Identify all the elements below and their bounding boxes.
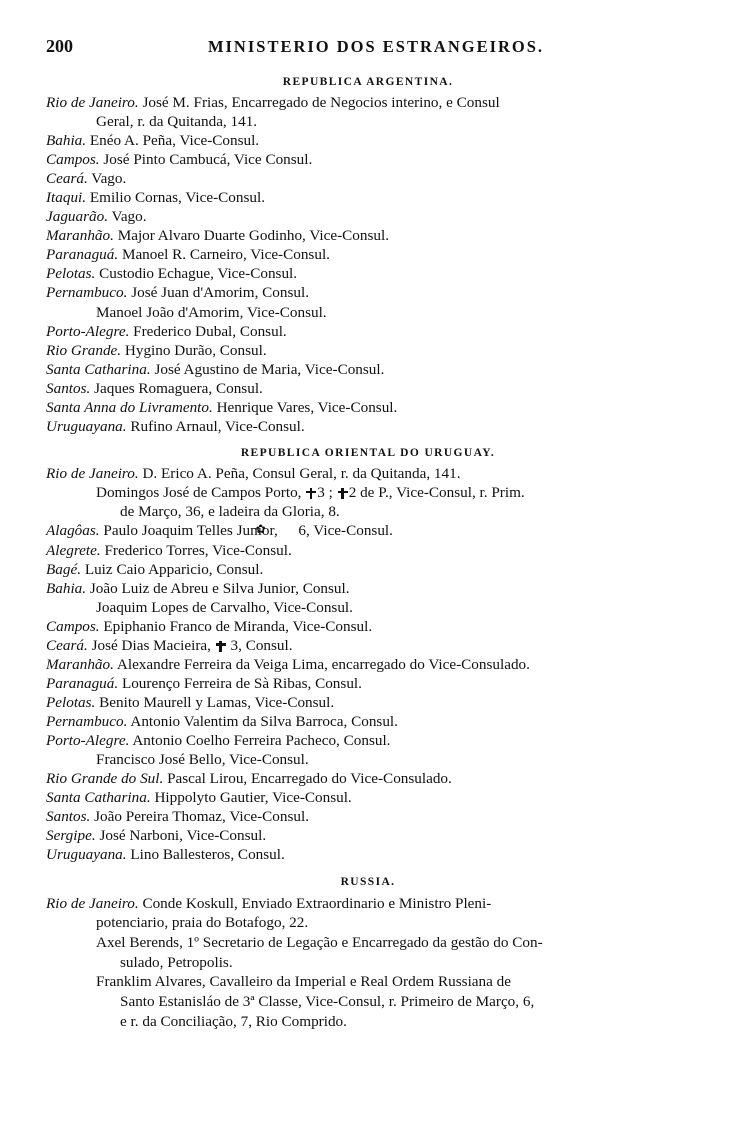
- directory-entry: Santos. Jaques Romaguera, Consul.: [46, 379, 263, 397]
- entry-place: Pelotas.: [46, 693, 96, 711]
- entry-place: Itaqui.: [46, 189, 87, 207]
- directory-entry: Rio de Janeiro. Conde Koskull, Enviado Extraordinario e Ministro Pleni-: [46, 894, 492, 912]
- entry-continuation-line: Franklim Alvares, Cavalleiro da Imperial e Real Ordem Russiana de: [96, 973, 512, 991]
- directory-entry: Itaqui. Emilio Cornas, Vice-Consul.: [46, 189, 266, 207]
- directory-entry: Santa Catharina. José Agustino de Maria, Vice-Consul.: [46, 360, 385, 378]
- entry-place: Rio Grande.: [46, 341, 122, 359]
- entry-continuation-line: potenciario, praia do Botafogo, 22.: [96, 914, 309, 932]
- entry-place: Uruguayana.: [46, 417, 127, 435]
- directory-entry: Bagé. Luiz Caio Apparicio, Consul.: [46, 560, 264, 578]
- entry-place: Rio de Janeiro.: [46, 94, 139, 111]
- entry-place: Santa Catharina.: [46, 789, 151, 807]
- entry-place: Santos.: [46, 808, 91, 826]
- entry-place: Paranaguá.: [46, 246, 119, 264]
- entry-place: Alagôas.: [46, 522, 100, 540]
- directory-entry: Pelotas. Benito Maurell y Lamas, Vice-Consul.: [46, 693, 335, 711]
- entry-continuation-line: Axel Berends, 1º Secretario de Legação e Encarregado da gestão do Con-: [96, 934, 543, 952]
- section-argentina: [46, 76, 690, 436]
- entry-place: Santos.: [46, 379, 91, 397]
- running-title: MINISTERIO DOS ESTRANGEIROS.: [207, 37, 545, 56]
- directory-entry: Maranhão. Major Alvaro Duarte Godinho, Vice-Consul.: [46, 227, 390, 245]
- directory-entry: Sergipe. José Narboni, Vice-Consul.: [46, 827, 267, 845]
- directory-entry: Porto-Alegre. Frederico Dubal, Consul.: [46, 322, 287, 340]
- entry-list-uruguay: [46, 465, 690, 864]
- directory-entry: Pernambuco. José Juan d'Amorim, Consul.: [46, 284, 310, 302]
- entry-place: Bagé.: [46, 560, 82, 578]
- directory-entry: Ceará. José Dias Macieira, 3, Consul.: [46, 636, 293, 654]
- directory-entry: Rio Grande. Hygino Durão, Consul.: [46, 341, 267, 359]
- directory-entry: Santa Anna do Livramento. Henrique Vares, Vice-Consul.: [46, 398, 398, 416]
- entry-place: Campos.: [46, 617, 100, 635]
- entry-place: Maranhão.: [46, 655, 114, 673]
- directory-entry: Ceará. Vago.: [46, 170, 127, 188]
- section-russia: [46, 876, 690, 1031]
- directory-entry: Bahia. João Luiz de Abreu e Silva Junior, Consul.: [46, 579, 350, 597]
- page-number: 200: [46, 36, 73, 56]
- section-heading: REPUBLICA ORIENTAL DO URUGUAY.: [240, 447, 496, 460]
- directory-entry: Campos. Epiphanio Franco de Miranda, Vice-Consul.: [46, 617, 373, 635]
- entry-continuation-line: Francisco José Bello, Vice-Consul.: [96, 751, 309, 769]
- directory-entry: Jaguarão. Vago.: [46, 208, 147, 226]
- entry-place: Uruguayana.: [46, 846, 127, 864]
- order-cross-icon: [306, 488, 316, 499]
- directory-entry: Paranaguá. Manoel R. Carneiro, Vice-Consul.: [46, 246, 330, 264]
- directory-entry: Alegrete. Frederico Torres, Vice-Consul.: [46, 541, 292, 559]
- entry-place: Porto-Alegre.: [46, 732, 130, 749]
- section-uruguay: [46, 447, 690, 864]
- directory-entry: Santos. João Pereira Thomaz, Vice-Consul.: [46, 808, 310, 826]
- directory-entry: Porto-Alegre. Antonio Coelho Ferreira Pacheco, Consul.: [46, 732, 391, 749]
- section-heading: REPUBLICA ARGENTINA.: [282, 76, 454, 88]
- order-cross-icon: [338, 488, 348, 499]
- entry-place: Porto-Alegre.: [46, 322, 130, 340]
- directory-entry: Rio Grande do Sul. Pascal Lirou, Encarregado do Vice-Consulado.: [46, 770, 452, 788]
- entry-place: Sergipe.: [46, 827, 96, 845]
- entry-place: Ceará.: [46, 170, 88, 188]
- directory-entry: Bahia. Enéo A. Peña, Vice-Consul.: [46, 132, 260, 150]
- directory-entry: Pelotas. Custodio Echague, Vice-Consul.: [46, 265, 298, 283]
- entry-place: Rio de Janeiro.: [46, 894, 139, 912]
- entry-place: Campos.: [46, 151, 100, 169]
- directory-entry: Paranaguá. Lourenço Ferreira de Sà Ribas, Consul.: [46, 674, 362, 692]
- entry-continuation-line: Manoel João d'Amorim, Vice-Consul.: [96, 303, 327, 321]
- entry-list-russia: [46, 894, 690, 1031]
- directory-entry: Uruguayana. Rufino Arnaul, Vice-Consul.: [46, 417, 305, 435]
- entry-continuation-line: sulado, Petropolis.: [120, 953, 233, 971]
- entry-place: Santa Anna do Livramento.: [46, 398, 213, 416]
- directory-entry: Alagôas. Paulo Joaquim Telles Junior, ✿ 6, Vice-Consul.: [46, 522, 690, 541]
- entry-place: Santa Catharina.: [46, 360, 151, 378]
- directory-entry: Maranhão. Alexandre Ferreira da Veiga Lima, encarregado do Vice-Consulado.: [46, 655, 530, 673]
- entry-place: Pernambuco.: [46, 712, 128, 730]
- directory-entry: Pernambuco. Antonio Valentim da Silva Barroca, Consul.: [46, 712, 398, 730]
- entry-place: Ceará.: [46, 636, 88, 654]
- entry-list-argentina: [46, 94, 690, 436]
- entry-continuation-line: e r. da Conciliação, 7, Rio Comprido.: [120, 1012, 347, 1030]
- directory-entry: Rio de Janeiro. D. Erico A. Peña, Consul Geral, r. da Quitanda, 141.: [46, 465, 461, 483]
- order-cross-icon: [216, 641, 226, 652]
- entry-place: Bahia.: [46, 579, 87, 597]
- entry-place: Pelotas.: [46, 265, 96, 283]
- entry-continuation-line: de Março, 36, e ladeira da Gloria, 8.: [120, 503, 340, 521]
- entry-continuation-line: Joaquim Lopes de Carvalho, Vice-Consul.: [96, 598, 353, 616]
- entry-place: Alegrete.: [46, 541, 101, 559]
- entry-place: Rio de Janeiro.: [46, 465, 139, 483]
- entry-place: Bahia.: [46, 132, 87, 150]
- directory-entry: Uruguayana. Lino Ballesteros, Consul.: [46, 846, 285, 864]
- entry-place: Jaguarão.: [46, 208, 109, 226]
- directory-entry: Campos. José Pinto Cambucá, Vice Consul.: [46, 151, 313, 169]
- order-rosette-icon: [283, 525, 294, 537]
- section-heading: RUSSIA.: [340, 875, 396, 888]
- entry-continuation-line: Geral, r. da Quitanda, 141.: [96, 113, 258, 131]
- directory-entry: Rio de Janeiro. José M. Frias, Encarregado de Negocios interino, e Consul: [46, 94, 500, 111]
- page-header: [46, 36, 690, 60]
- directory-entry: Santa Catharina. Hippolyto Gautier, Vice-Consul.: [46, 789, 352, 807]
- entry-place: Maranhão.: [46, 227, 114, 245]
- entry-place: Pernambuco.: [46, 284, 128, 302]
- entry-place: Rio Grande do Sul.: [46, 770, 164, 788]
- entry-place: Paranaguá.: [46, 674, 119, 692]
- entry-continuation-line: Domingos José de Campos Porto, 3 ; 2 de P., Vice-Consul, r. Prim.: [96, 484, 525, 502]
- entry-continuation-line: Santo Estanisláo de 3ª Classe, Vice-Consul, r. Primeiro de Março, 6,: [120, 993, 535, 1011]
